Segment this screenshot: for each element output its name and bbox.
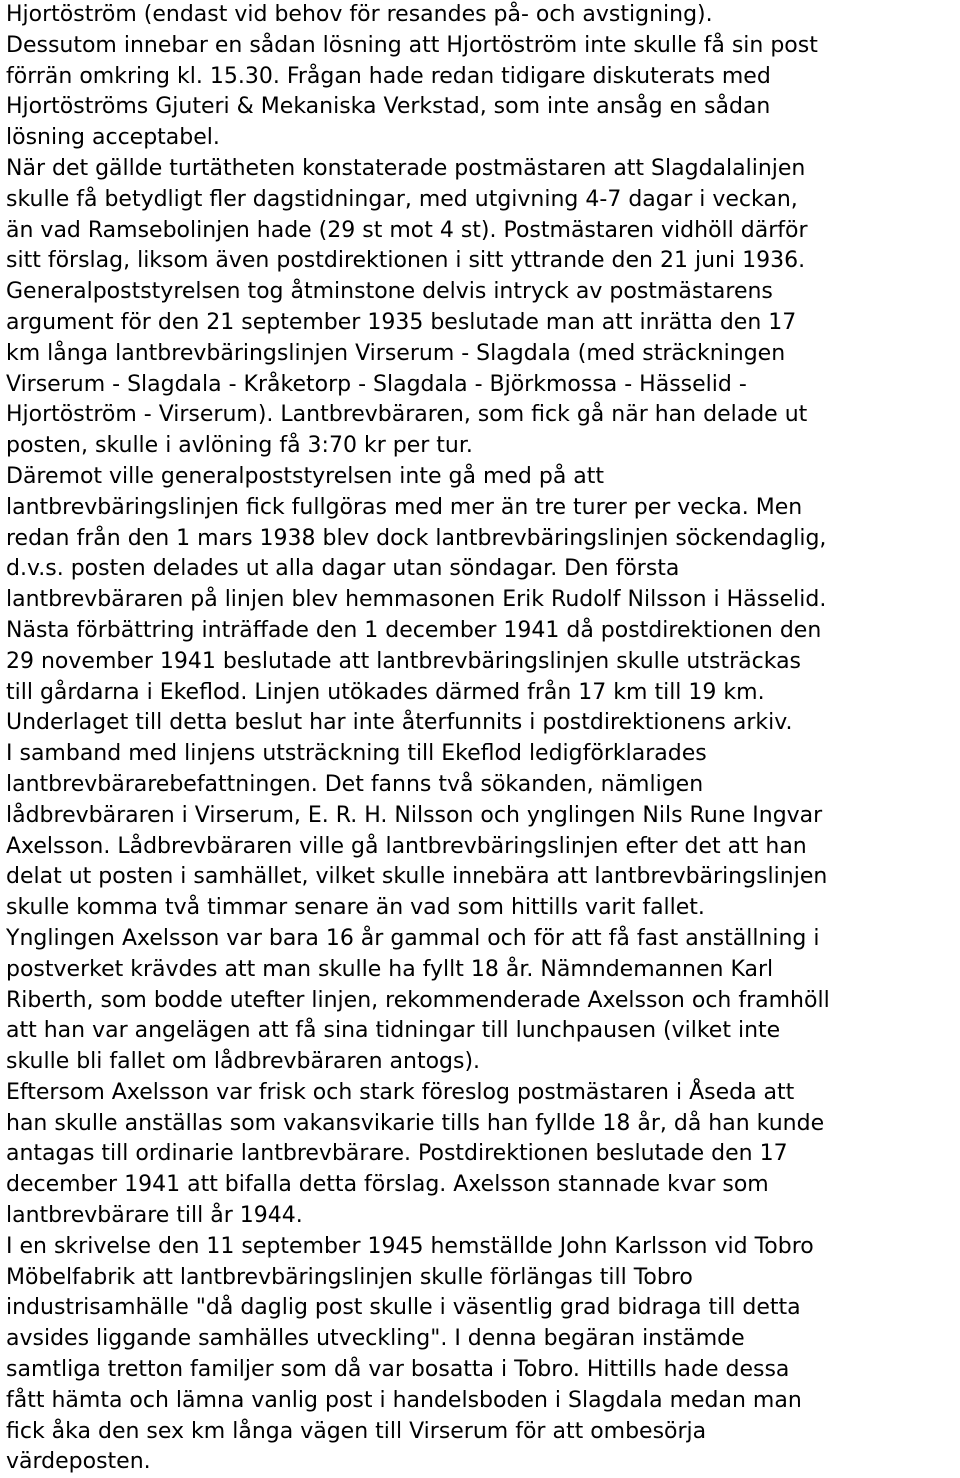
text-line: skulle bli fallet om lådbrevbäraren antogs).	[6, 1049, 481, 1075]
text-line: han skulle anställas som vakansvikarie tills han fyllde 18 år, då han kunde	[6, 1110, 825, 1136]
text-line: lantbrevbäraren på linjen blev hemmasonen Erik Rudolf Nilsson i Hässelid.	[6, 587, 827, 613]
text-line: d.v.s. posten delades ut alla dagar utan söndagar. Den första	[6, 556, 680, 582]
text-line: december 1941 att bifalla detta förslag. Axelsson stannade kvar som	[6, 1172, 769, 1198]
text-line: Möbelfabrik att lantbrevbäringslinjen skulle förlängas till Tobro	[6, 1264, 693, 1290]
text-line: I en skrivelse den 11 september 1945 hemställde John Karlsson vid Tobro	[6, 1233, 814, 1259]
text-line: Axelsson. Lådbrevbäraren ville gå lantbrevbäringslinjen efter det att han	[6, 833, 807, 859]
text-line: posten, skulle i avlöning få 3:70 kr per tur.	[6, 433, 473, 459]
text-line: 29 november 1941 beslutade att lantbrevbäringslinjen skulle utsträckas	[6, 648, 802, 674]
text-line: lantbrevbäringslinjen fick fullgöras med mer än tre turer per vecka. Men	[6, 494, 803, 520]
text-line: delat ut posten i samhället, vilket skulle innebära att lantbrevbäringslinjen	[6, 864, 828, 890]
text-line: Hjortöström (endast vid behov för resandes på- och avstigning).	[6, 2, 713, 27]
text-line: avsides liggande samhälles utveckling". I denna begäran instämde	[6, 1326, 745, 1352]
text-line: Däremot ville generalpoststyrelsen inte gå med på att	[6, 463, 605, 489]
text-line: Generalpoststyrelsen tog åtminstone delvis intryck av postmästarens	[6, 279, 773, 305]
text-line: Hjortöströms Gjuteri & Mekaniska Verkstad, som inte ansåg en sådan	[6, 94, 771, 120]
text-line: postverket krävdes att man skulle ha fyllt 18 år. Nämndemannen Karl	[6, 956, 774, 982]
text-line: lantbrevbärarebefattningen. Det fanns två sökanden, nämligen	[6, 771, 704, 797]
text-line: antagas till ordinarie lantbrevbärare. Postdirektionen beslutade den 17	[6, 1141, 788, 1167]
text-line: redan från den 1 mars 1938 blev dock lantbrevbäringslinjen söckendaglig,	[6, 525, 827, 551]
text-line: km långa lantbrevbäringslinjen Virserum - Slagdala (med sträckningen	[6, 340, 786, 366]
text-line: Riberth, som bodde utefter linjen, rekommenderade Axelsson och framhöll	[6, 987, 830, 1013]
text-line: Nästa förbättring inträffade den 1 december 1941 då postdirektionen den	[6, 617, 822, 643]
text-line: förrän omkring kl. 15.30. Frågan hade redan tidigare diskuterats med	[6, 63, 771, 89]
text-line: argument för den 21 september 1935 beslutade man att inrätta den 17	[6, 309, 797, 335]
text-line: Dessutom innebar en sådan lösning att Hjortöström inte skulle få sin post	[6, 32, 818, 58]
text-line: skulle komma två timmar senare än vad som hittills varit fallet.	[6, 895, 705, 921]
text-line: industrisamhälle "då daglig post skulle i väsentlig grad bidraga till detta	[6, 1295, 801, 1321]
text-line: I samband med linjens utsträckning till Ekeflod ledigförklarades	[6, 741, 707, 767]
text-line: värdeposten.	[6, 1449, 151, 1475]
text-line: lantbrevbärare till år 1944.	[6, 1203, 303, 1229]
text-line: När det gällde turtätheten konstaterade postmästaren att Slagdalalinjen	[6, 155, 806, 181]
document-body	[6, 0, 954, 1478]
text-line: Ynglingen Axelsson var bara 16 år gammal och för att få fast anställning i	[6, 925, 820, 951]
text-line: fick åka den sex km långa vägen till Virserum för att ombesörja	[6, 1418, 707, 1444]
text-line: än vad Ramsebolinjen hade (29 st mot 4 st). Postmästaren vidhöll därför	[6, 217, 808, 243]
text-line: lösning acceptabel.	[6, 125, 220, 151]
text-line: Eftersom Axelsson var frisk och stark föreslog postmästaren i Åseda att	[6, 1079, 795, 1105]
text-line: fått hämta och lämna vanlig post i handelsboden i Slagdala medan man	[6, 1387, 802, 1413]
text-line: samtliga tretton familjer som då var bosatta i Tobro. Hittills hade dessa	[6, 1357, 790, 1383]
text-line: sitt förslag, liksom även postdirektionen i sitt yttrande den 21 juni 1936.	[6, 248, 806, 274]
text-line: skulle få betydligt fler dagstidningar, med utgivning 4-7 dagar i veckan,	[6, 186, 798, 212]
text-line: Underlaget till detta beslut har inte återfunnits i postdirektionens arkiv.	[6, 710, 793, 736]
text-line: lådbrevbäraren i Virserum, E. R. H. Nilsson och ynglingen Nils Rune Ingvar	[6, 802, 823, 828]
text-line: Virserum - Slagdala - Kråketorp - Slagdala - Björkmossa - Hässelid -	[6, 371, 747, 397]
text-line: till gårdarna i Ekeflod. Linjen utökades därmed från 17 km till 19 km.	[6, 679, 765, 705]
text-line: Hjortöström - Virserum). Lantbrevbäraren, som fick gå när han delade ut	[6, 402, 808, 428]
text-line: att han var angelägen att få sina tidningar till lunchpausen (vilket inte	[6, 1018, 781, 1044]
